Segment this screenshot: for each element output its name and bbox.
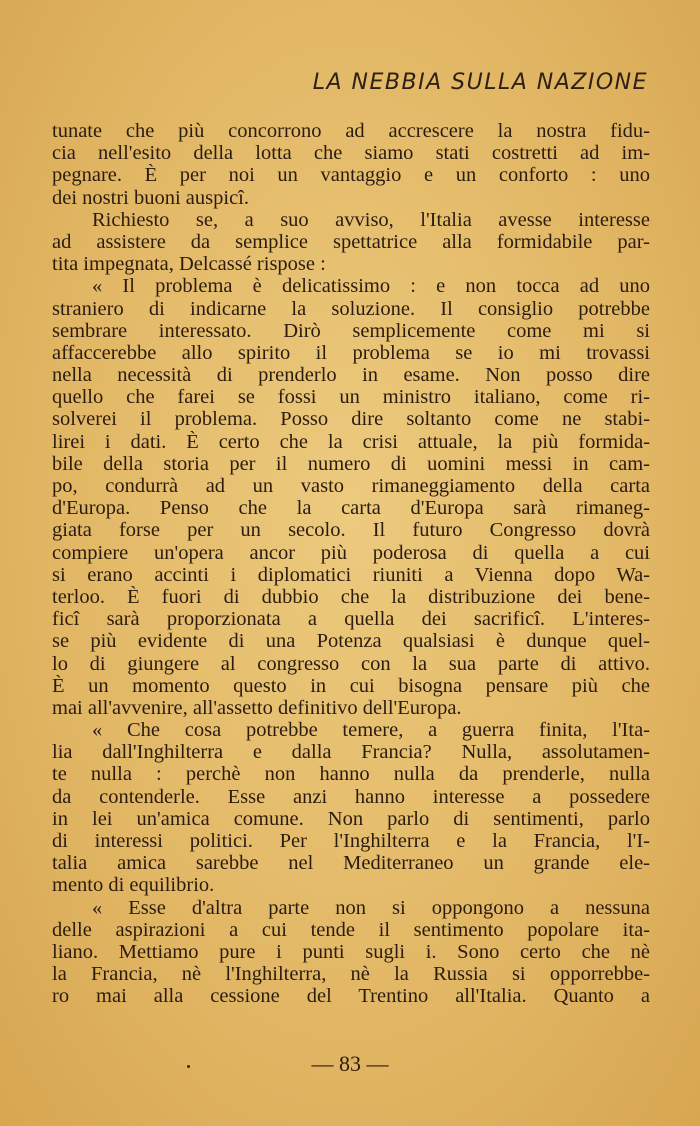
text-line: po, condurrà ad un vasto rimaneggiamento della carta [52,475,650,497]
text-line: « Il problema è delicatissimo : e non tocca ad uno [92,275,650,298]
text-line: quello che farei se fossi un ministro italiano, come ri- [52,386,650,409]
text-line: È un momento questo in cui bisogna pensare più che [52,674,650,697]
text-line: cia nell'esito della lotta che siamo stati costretti ad im- [52,142,650,165]
text-line: mai all'avvenire, all'assetto definitivo dell'Europa. [52,696,462,719]
text-line: in lei un'amica comune. Non parlo di sentimenti, parlo [52,807,650,830]
text-line: compiere un'opera ancor più poderosa di quella a cui [52,541,650,564]
text-line: di interessi politici. Per l'Inghilterra e la Francia, l'I- [52,830,650,852]
text-line: affaccerebbe allo spirito il problema se io mi trovassi [52,341,650,364]
text-line: mento di equilibrio. [52,874,215,897]
text-line: ficî sarà proporzionata a quella dei sacrificî. L'interes- [52,608,650,631]
text-line: tunate che più concorrono ad accrescere la nostra fidu- [52,120,650,142]
text-line: solverei il problema. Posso dire soltanto come ne stabi- [52,408,650,431]
text-line: da contenderle. Esse anzi hanno interesse a possedere [52,785,650,808]
text-line: nella necessità di prenderlo in esame. Non posso dire [52,364,650,387]
page-number: — 83 — [311,1051,389,1076]
text-line: terloo. È fuori di dubbio che la distribuzione dei bene- [52,585,650,608]
text-line: la Francia, nè l'Inghilterra, nè la Russia si opporrebbe- [52,963,650,986]
text-line: se più evidente di una Potenza qualsiasi è dunque quel- [52,630,650,653]
text-line: giata forse per un secolo. Il futuro Congresso dovrà [52,519,650,542]
text-line: delle aspirazioni a cui tende il sentimento popolare ita- [52,918,650,941]
text-line: ro mai alla cessione del Trentino all'Italia. Quanto a [52,985,650,1008]
text-line: talia amica sarebbe nel Mediterraneo un grande ele- [52,852,650,875]
text-line: si erano accinti i diplomatici riuniti a Vienna dopo Wa- [52,563,650,586]
text-line: d'Europa. Penso che la carta d'Europa sarà rimaneg- [52,497,650,520]
text-line: sembrare interessato. Dirò semplicemente come mi si [52,319,650,342]
text-line: ad assistere da semplice spettatrice alla formidabile par- [52,230,650,253]
text-line: « Che cosa potrebbe temere, a guerra finita, l'Ita- [92,719,650,742]
text-line: lirei i dati. È certo che la crisi attuale, la più formida- [52,430,650,453]
text-line: bile della storia per il numero di uomini messi in cam- [52,452,650,475]
running-head: LA NEBBIA SULLA NAZIONE [312,70,648,95]
text-line: pegnare. È per noi un vantaggio e un conforto : uno [52,164,650,187]
text-line: lia dall'Inghilterra e dalla Francia? Nulla, assolutamen- [52,741,650,764]
text-line: Richiesto se, a suo avviso, l'Italia avesse interesse [92,208,650,231]
text-line: straniero di indicarne la soluzione. Il consiglio potrebbe [52,297,650,320]
text-line: lo di giungere al congresso con la sua parte di attivo. [52,652,650,675]
text-line: tita impegnata, Delcassé rispose : [52,253,326,276]
text-line: dei nostri buoni auspicî. [52,186,250,209]
text-line: « Esse d'altra parte non si oppongono a nessuna [92,896,650,919]
body-text [52,120,650,1008]
text-line: liano. Mettiamo pure i punti sugli i. Sono certo che nè [52,940,650,963]
text-line: te nulla : perchè non hanno nulla da prenderle, nulla [52,763,650,786]
